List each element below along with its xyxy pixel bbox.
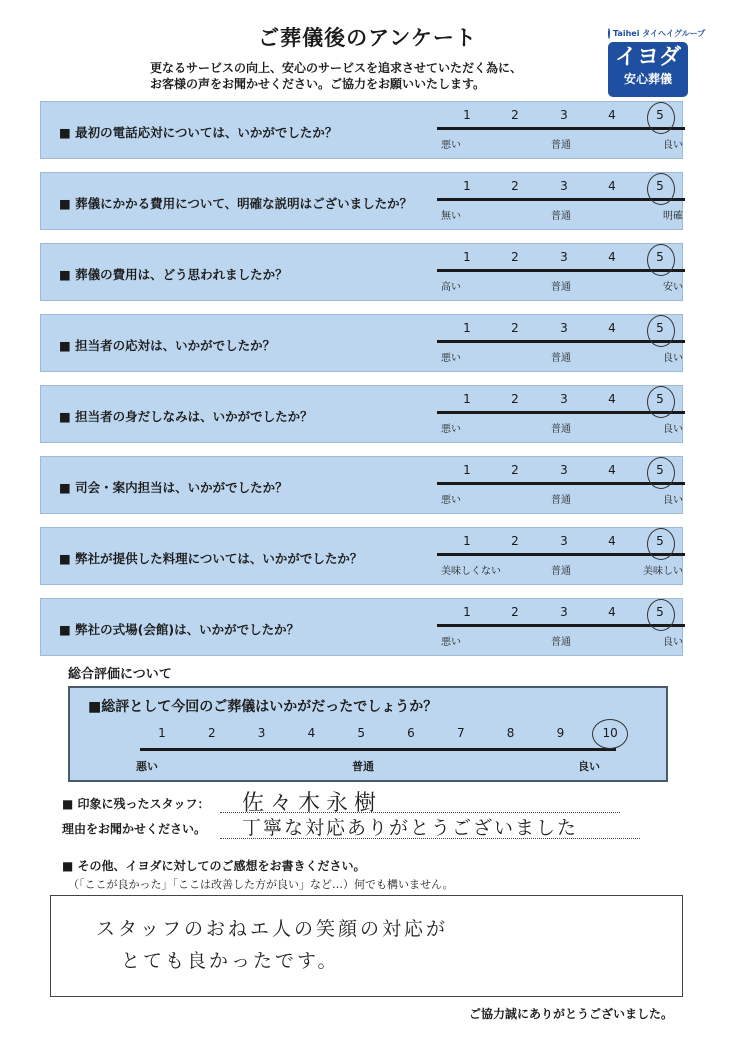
answer-circle-mark bbox=[647, 173, 675, 205]
overall-low-label: 悪い bbox=[136, 760, 158, 773]
intro-line: 更なるサービスの向上、安心のサービスを追求させていただく為に、 bbox=[150, 61, 523, 75]
scale-mid-label: 普通 bbox=[551, 495, 571, 506]
scale-number: 3 bbox=[560, 250, 568, 264]
scale-number: 1 bbox=[463, 250, 471, 264]
scale-number: 3 bbox=[560, 108, 568, 122]
answer-circle-mark bbox=[647, 599, 675, 631]
scale-number: 5 bbox=[656, 392, 664, 406]
scale-mid-label: 普通 bbox=[551, 211, 571, 222]
question-row bbox=[40, 456, 683, 514]
scale-number: 2 bbox=[511, 321, 519, 335]
scale-mid-label: 普通 bbox=[551, 637, 571, 648]
company-logo bbox=[608, 28, 706, 97]
overall-mid-label: 普通 bbox=[352, 760, 374, 773]
scale-high-label: 良い bbox=[663, 424, 683, 435]
taihei-mark-icon bbox=[608, 28, 610, 39]
scale-number: 2 bbox=[511, 179, 519, 193]
scale-number: 1 bbox=[463, 179, 471, 193]
scale-mid-label: 普通 bbox=[551, 424, 571, 435]
staff-label: ■ 印象に残ったスタッフ： bbox=[62, 797, 210, 811]
scale-number: 3 bbox=[560, 605, 568, 619]
scale-number: 5 bbox=[656, 321, 664, 335]
scale-high-label: 明確 bbox=[663, 211, 683, 222]
answer-circle-mark bbox=[647, 528, 675, 560]
overall-scale-number: 8 bbox=[506, 726, 515, 740]
overall-question: ■総評として今回のご葬儀はいかがだったでしょうか？ bbox=[88, 699, 438, 715]
scale-number: 4 bbox=[608, 392, 616, 406]
overall-scale-number: 2 bbox=[207, 726, 216, 740]
comment-line: スタッフのおねエ人の笑顔の対応が bbox=[96, 918, 449, 940]
scale-line bbox=[437, 482, 685, 485]
scale-mid-label: 普通 bbox=[551, 566, 571, 577]
overall-scale-number: 7 bbox=[456, 726, 465, 740]
question-text: ■ 担当者の身だしなみは、いかがでしたか？ bbox=[59, 409, 313, 424]
scale-number: 3 bbox=[560, 534, 568, 548]
scale-number: 1 bbox=[463, 108, 471, 122]
scale-low-label: 悪い bbox=[441, 353, 461, 364]
question-row bbox=[40, 243, 683, 301]
overall-scale-number: 4 bbox=[307, 726, 316, 740]
scale-low-label: 美味しくない bbox=[441, 566, 501, 577]
comments-label: ■ その他、イヨダに対してのご感想をお書きください。 bbox=[62, 859, 366, 873]
scale-low-label: 悪い bbox=[441, 424, 461, 435]
comment-line: とても良かったです。 bbox=[121, 950, 340, 972]
scale-number: 4 bbox=[608, 250, 616, 264]
comment-box bbox=[50, 895, 683, 997]
scale-number: 1 bbox=[463, 321, 471, 335]
logo-group: Taihei タイヘイグループ bbox=[613, 29, 706, 38]
overall-scale-number: 1 bbox=[158, 726, 166, 740]
scale-number: 5 bbox=[656, 108, 664, 122]
answer-circle-mark bbox=[647, 244, 675, 276]
scale-number: 5 bbox=[656, 179, 664, 193]
scale-high-label: 良い bbox=[663, 495, 683, 506]
scale-number: 3 bbox=[560, 392, 568, 406]
scale-low-label: 悪い bbox=[441, 637, 461, 648]
reason-label: 理由をお聞かせください。 bbox=[62, 822, 207, 836]
scale-high-label: 美味しい bbox=[643, 566, 683, 577]
question-text: ■ 弊社の式場(会館)は、いかがでしたか？ bbox=[59, 622, 300, 637]
scale-number: 4 bbox=[608, 108, 616, 122]
scale-number: 4 bbox=[608, 179, 616, 193]
answer-circle-mark bbox=[647, 102, 675, 134]
thanks-text: ご協力誠にありがとうございました。 bbox=[468, 1007, 673, 1021]
scale-mid-label: 普通 bbox=[551, 353, 571, 364]
question-row bbox=[40, 101, 683, 159]
scale-low-label: 無い bbox=[441, 211, 461, 222]
question-text: ■ 葬儀にかかる費用について、明確な説明はございましたか？ bbox=[59, 196, 413, 211]
answer-circle-mark bbox=[647, 315, 675, 347]
scale-number: 5 bbox=[656, 250, 664, 264]
scale-low-label: 高い bbox=[441, 282, 461, 293]
scale-number: 5 bbox=[656, 463, 664, 477]
scale-line bbox=[437, 340, 685, 343]
scale-high-label: 良い bbox=[663, 637, 683, 648]
scale-number: 1 bbox=[463, 605, 471, 619]
question-row bbox=[40, 172, 683, 230]
scale-number: 2 bbox=[511, 605, 519, 619]
intro-line: お客様の声をお聞かせください。ご協力をお願いいたします。 bbox=[150, 77, 486, 91]
logo-sub: 安心葬儀 bbox=[623, 72, 672, 86]
scale-number: 3 bbox=[560, 179, 568, 193]
scale-high-label: 良い bbox=[663, 140, 683, 151]
scale-line bbox=[437, 411, 685, 414]
question-text: ■ 最初の電話応対については、いかがでしたか？ bbox=[59, 125, 338, 140]
scale-number: 5 bbox=[656, 605, 664, 619]
reason-handwritten: 丁寧な対応ありがとうございました bbox=[242, 817, 579, 839]
question-row bbox=[40, 527, 683, 585]
scale-number: 5 bbox=[656, 534, 664, 548]
scale-number: 4 bbox=[608, 534, 616, 548]
scale-low-label: 悪い bbox=[441, 140, 461, 151]
overall-scale-line bbox=[140, 748, 616, 751]
scale-number: 4 bbox=[608, 321, 616, 335]
overall-panel bbox=[68, 686, 668, 782]
scale-number: 2 bbox=[511, 392, 519, 406]
overall-high-label: 良い bbox=[578, 760, 600, 773]
scale-number: 3 bbox=[560, 321, 568, 335]
scale-line bbox=[437, 269, 685, 272]
scale-high-label: 良い bbox=[663, 353, 683, 364]
question-text: ■ 司会・案内担当は、いかがでしたか？ bbox=[59, 480, 288, 495]
question-text: ■ 葬儀の費用は、どう思われましたか？ bbox=[59, 267, 288, 282]
scale-line bbox=[437, 127, 685, 130]
answer-circle-mark bbox=[647, 457, 675, 489]
intro-text bbox=[150, 60, 590, 92]
scale-number: 2 bbox=[511, 534, 519, 548]
scale-mid-label: 普通 bbox=[551, 140, 571, 151]
overall-scale-number: 6 bbox=[407, 726, 415, 740]
answer-circle-mark bbox=[647, 386, 675, 418]
page-title: ご葬儀後のアンケート bbox=[258, 26, 477, 50]
scale-number: 3 bbox=[560, 463, 568, 477]
scale-low-label: 悪い bbox=[441, 495, 461, 506]
overall-answer-circle-mark bbox=[592, 719, 628, 749]
scale-line bbox=[437, 553, 685, 556]
staff-name-handwritten: 佐々木永樹 bbox=[242, 791, 383, 816]
overall-scale-number: 10 bbox=[602, 726, 618, 740]
overall-scale-number: 3 bbox=[257, 726, 266, 740]
scale-mid-label: 普通 bbox=[551, 282, 571, 293]
scale-number: 1 bbox=[463, 463, 471, 477]
question-row bbox=[40, 314, 683, 372]
scale-line bbox=[437, 624, 685, 627]
question-text: ■ 弊社が提供した料理については、いかがでしたか？ bbox=[59, 551, 363, 566]
overall-heading: 総合評価について bbox=[68, 667, 172, 682]
comments-hint: （「ここが良かった」「ここは改善した方が良い」など…）何でも構いません。 bbox=[68, 878, 454, 891]
question-row bbox=[40, 385, 683, 443]
scale-number: 4 bbox=[608, 605, 616, 619]
scale-number: 2 bbox=[511, 250, 519, 264]
question-text: ■ 担当者の応対は、いかがでしたか？ bbox=[59, 338, 276, 353]
scale-high-label: 安い bbox=[663, 282, 683, 293]
overall-scale-number: 5 bbox=[357, 726, 365, 740]
scale-number: 4 bbox=[608, 463, 616, 477]
logo-main: イヨダ bbox=[614, 45, 681, 70]
overall-scale-number: 9 bbox=[556, 726, 565, 740]
scale-line bbox=[437, 198, 685, 201]
question-row bbox=[40, 598, 683, 656]
scale-number: 2 bbox=[511, 463, 519, 477]
scale-number: 1 bbox=[463, 534, 471, 548]
scale-number: 2 bbox=[511, 108, 519, 122]
scale-number: 1 bbox=[463, 392, 471, 406]
